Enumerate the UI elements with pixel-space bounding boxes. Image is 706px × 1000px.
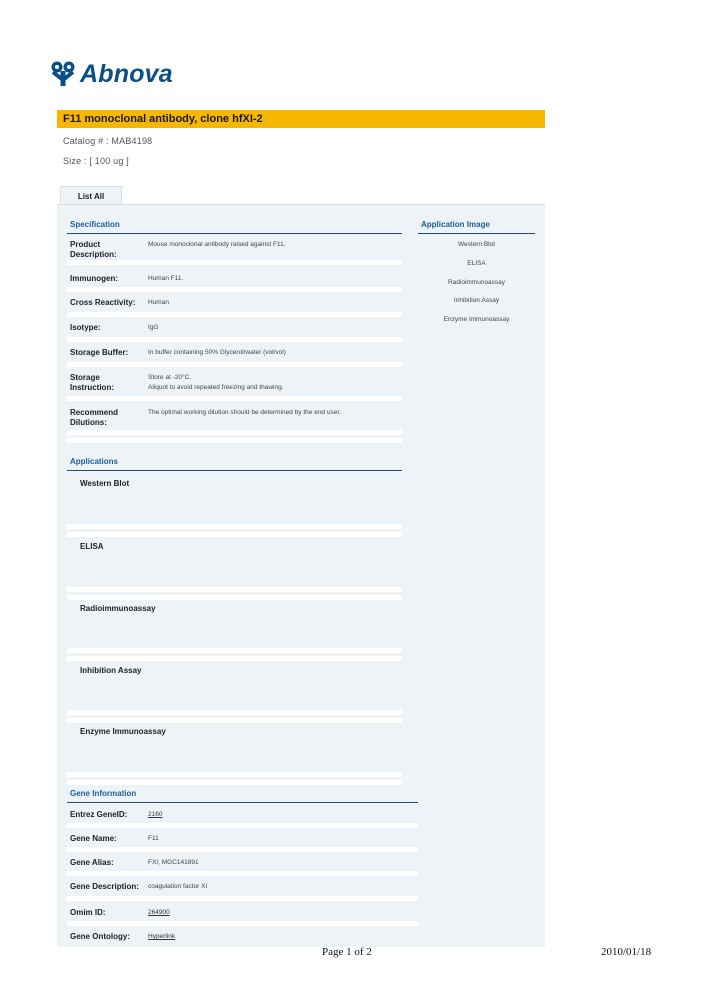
row-divider [67,896,418,901]
spec-value: Human F11. [148,275,184,282]
row-divider [67,595,402,600]
spec-value: Store at -20°C. [148,374,192,381]
gene-value: coagulation factor XI [148,883,208,890]
row-divider [67,587,402,592]
row-divider [67,260,402,265]
page-number: Page 1 of 2 [322,946,372,958]
spec-label: Immunogen: [70,274,118,283]
gene-information-title: Gene Information [70,789,137,798]
application-western-blot: Western Blot [80,479,130,488]
row-divider [67,780,402,785]
application-enzyme-immunoassay: Enzyme Immunoassay [80,727,166,736]
row-divider [67,532,402,537]
row-divider [67,710,402,715]
application-image-divider [418,233,535,234]
applications-divider [67,470,402,471]
application-inhibition-assay: Inhibition Assay [80,666,142,675]
gene-label: Gene Name: [70,834,117,843]
gene-label: Entrez GeneID: [70,810,128,819]
row-divider [67,718,402,723]
row-divider [67,438,402,443]
spec-label: Isotype: [70,323,101,332]
omim-id-link[interactable]: 264900 [148,909,170,916]
spec-value: Human [148,299,169,306]
entrez-geneid-link[interactable]: 2160 [148,811,163,818]
spec-value: The optimal working dilution should be determined by the end user. [148,409,341,416]
row-divider [67,430,402,435]
application-image-item[interactable]: Enzyme Immunoassay [443,316,510,323]
application-elisa: ELISA [80,542,104,551]
print-date: 2010/01/18 [601,946,652,958]
application-image-title: Application Image [421,220,490,229]
application-radioimmunoassay: Radioimmunoassay [80,604,156,613]
specification-title: Specification [70,220,120,229]
application-image-item[interactable]: Inhibition Assay [453,297,500,304]
spec-value: In buffer containing 50% Glycerol/water (vol/vol) [148,349,286,356]
catalog-number: Catalog # : MAB4198 [63,136,153,146]
row-divider [67,656,402,661]
row-divider [67,871,418,876]
gene-value: FXI, MGC141891 [148,859,199,866]
gene-value: F11 [148,835,159,842]
specification-divider [67,233,402,234]
row-divider [67,921,418,926]
spec-label: Product Description: [70,240,117,259]
row-divider [67,396,402,401]
gene-label: Omim ID: [70,908,106,917]
row-divider [67,847,418,852]
row-divider [67,362,402,367]
spec-value: IgG [148,324,159,331]
spec-value-line-2: Aliquot to avoid repeated freezing and thawing. [148,384,284,391]
spec-label: Storage Instruction: [70,373,114,392]
row-divider [67,287,402,292]
application-image-item[interactable]: Radioimmunoassay [447,279,506,286]
application-image-item[interactable]: Western Blot [457,241,496,248]
tab-list-all[interactable]: List All [60,186,122,205]
application-image-item[interactable]: ELISA [467,260,486,267]
product-size: Size : [ 100 ug ] [63,156,129,166]
spec-label: Storage Buffer: [70,348,129,357]
row-divider [67,337,402,342]
row-divider [67,823,418,828]
product-title: F11 monoclonal antibody, clone hfXI-2 [57,110,545,128]
spec-label: Cross Reactivity: [70,298,136,307]
gene-label: Gene Description: [70,882,139,891]
gene-information-divider [67,802,418,803]
brand-name: Abnova [80,59,173,88]
row-divider [67,772,402,777]
row-divider [67,648,402,653]
abnova-logo [50,58,173,90]
abnova-logo-icon [50,60,76,88]
spec-value: Mouse monoclonal antibody raised against F11. [148,241,286,248]
gene-label: Gene Alias: [70,858,114,867]
spec-label: Recommend Dilutions: [70,408,119,427]
gene-label: Gene Ontology: [70,932,130,941]
gene-ontology-link[interactable]: Hyperlink [148,933,176,940]
applications-title: Applications [70,457,119,466]
row-divider [67,312,402,317]
row-divider [67,524,402,529]
